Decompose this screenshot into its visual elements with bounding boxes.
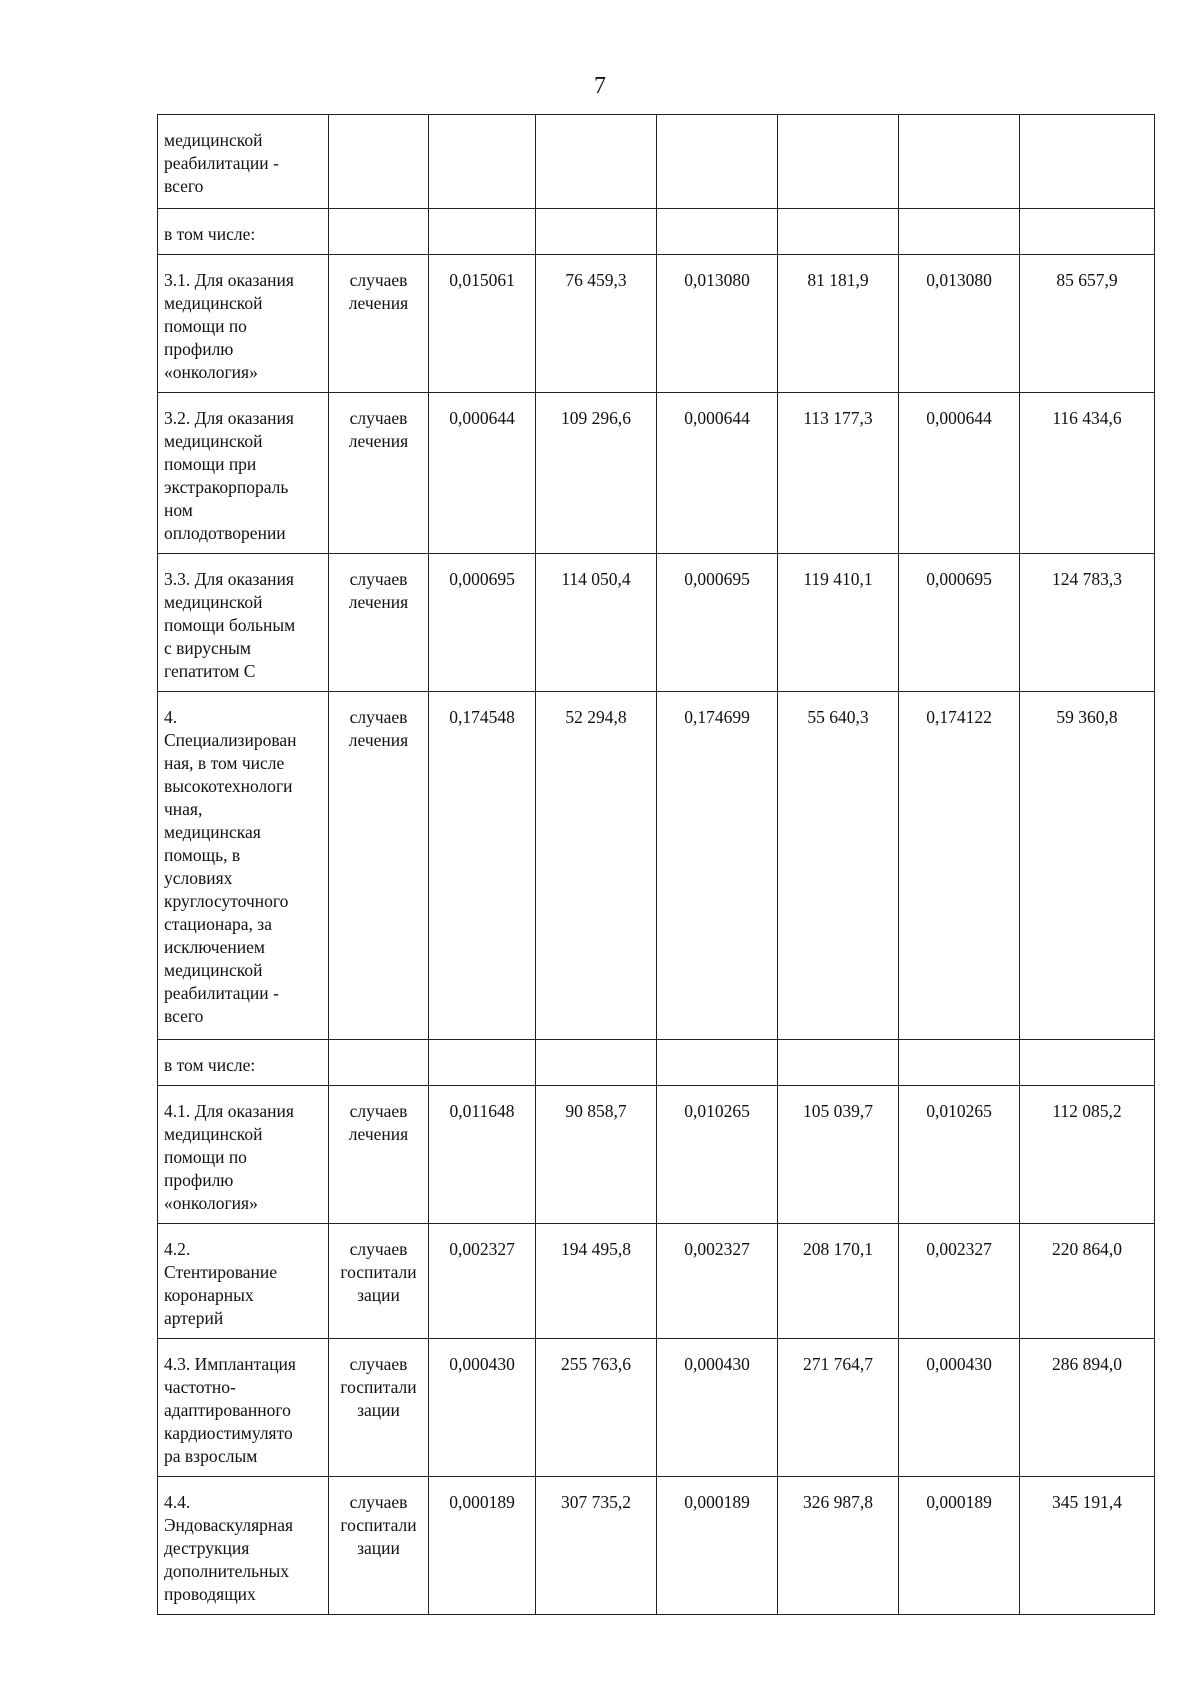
value-cell (536, 554, 657, 692)
value-cell (1020, 1339, 1155, 1477)
value-text: 0,000644 (684, 408, 750, 428)
value-text: 0,010265 (926, 1101, 992, 1121)
row-name: 4. Специализирован ная, в том числе высокотехнологи чная, медицинская помощь, в условиях круглосуточного стационара, за исключением медицинской реабилитации - всего (164, 707, 297, 1026)
row-name-cell (158, 554, 329, 692)
unit-text: случаев госпитали зации (340, 1239, 417, 1305)
value-cell (899, 1224, 1020, 1339)
value-cell (429, 209, 536, 255)
table-row (158, 692, 1155, 1040)
row-name-cell (158, 1040, 329, 1086)
value-cell (899, 554, 1020, 692)
value-cell (899, 1086, 1020, 1224)
page-number: 7 (594, 73, 606, 99)
row-name: медицинской реабилитации - всего (164, 130, 279, 196)
value-text: 0,013080 (684, 270, 750, 290)
value-text: 113 177,3 (803, 408, 873, 428)
table-row (158, 1224, 1155, 1339)
table-row (158, 115, 1155, 209)
row-name-cell (158, 692, 329, 1040)
value-cell (657, 255, 778, 393)
table-row (158, 1040, 1155, 1086)
unit-cell (329, 1477, 429, 1615)
value-cell (778, 115, 899, 209)
value-text: 81 181,9 (807, 270, 869, 290)
value-cell (1020, 393, 1155, 554)
value-cell (536, 393, 657, 554)
value-text: 76 459,3 (565, 270, 627, 290)
value-cell (778, 1477, 899, 1615)
unit-text: случаев лечения (348, 569, 409, 612)
value-cell (429, 1224, 536, 1339)
value-cell (429, 393, 536, 554)
value-text: 0,000189 (684, 1492, 750, 1512)
row-name: 4.1. Для оказания медицинской помощи по профилю «онкология» (164, 1101, 294, 1213)
value-text: 0,000189 (926, 1492, 992, 1512)
value-cell (536, 255, 657, 393)
value-text: 109 296,6 (561, 408, 631, 428)
value-text: 0,174122 (926, 707, 992, 727)
value-cell (778, 1224, 899, 1339)
row-name-cell (158, 1339, 329, 1477)
value-text: 105 039,7 (803, 1101, 873, 1121)
value-text: 0,000430 (449, 1354, 515, 1374)
value-cell (899, 1477, 1020, 1615)
value-text: 0,000644 (926, 408, 992, 428)
unit-text: случаев госпитали зации (340, 1354, 417, 1420)
value-text: 255 763,6 (561, 1354, 631, 1374)
unit-text: случаев лечения (348, 270, 409, 313)
row-name-cell (158, 255, 329, 393)
unit-cell (329, 1086, 429, 1224)
unit-text: случаев лечения (348, 1101, 409, 1144)
value-cell (429, 1339, 536, 1477)
value-text: 0,000430 (926, 1354, 992, 1374)
value-text: 116 434,6 (1052, 408, 1122, 428)
unit-cell (329, 692, 429, 1040)
value-cell (429, 554, 536, 692)
row-name: 4.4. Эндоваскулярная деструкция дополнительных проводящих (164, 1492, 294, 1604)
value-cell (657, 209, 778, 255)
value-cell (1020, 255, 1155, 393)
value-cell (536, 1477, 657, 1615)
unit-text: случаев лечения (348, 707, 409, 750)
row-name: 3.1. Для оказания медицинской помощи по профилю «онкология» (164, 270, 294, 382)
table-row (158, 209, 1155, 255)
value-text: 307 735,2 (561, 1492, 631, 1512)
value-text: 0,010265 (684, 1101, 750, 1121)
tariff-table (157, 114, 1155, 1615)
value-text: 124 783,3 (1052, 569, 1122, 589)
value-cell (657, 692, 778, 1040)
value-cell (657, 1477, 778, 1615)
value-text: 326 987,8 (803, 1492, 873, 1512)
value-text: 119 410,1 (803, 569, 873, 589)
row-name: 4.2. Стентирование коронарных артерий (164, 1239, 278, 1328)
value-cell (899, 209, 1020, 255)
value-cell (536, 209, 657, 255)
table-row (158, 1477, 1155, 1615)
value-text: 0,000695 (926, 569, 992, 589)
value-cell (899, 1339, 1020, 1477)
value-cell (778, 1339, 899, 1477)
value-text: 55 640,3 (807, 707, 869, 727)
value-text: 0,015061 (449, 270, 515, 290)
unit-cell (329, 1040, 429, 1086)
value-cell (657, 554, 778, 692)
value-text: 0,174548 (449, 707, 515, 727)
value-text: 286 894,0 (1052, 1354, 1122, 1374)
value-cell (778, 209, 899, 255)
value-text: 220 864,0 (1052, 1239, 1122, 1259)
value-cell (429, 115, 536, 209)
value-cell (429, 1086, 536, 1224)
value-cell (899, 115, 1020, 209)
value-text: 0,000695 (684, 569, 750, 589)
value-text: 208 170,1 (803, 1239, 873, 1259)
value-cell (657, 1040, 778, 1086)
value-text: 0,000644 (449, 408, 515, 428)
value-cell (536, 1086, 657, 1224)
value-cell (1020, 1040, 1155, 1086)
value-cell (429, 1040, 536, 1086)
row-name: 4.3. Имплантация частотно- адаптированного кардиостимулято ра взрослым (164, 1354, 296, 1466)
value-cell (1020, 692, 1155, 1040)
value-text: 0,000695 (449, 569, 515, 589)
value-cell (1020, 1224, 1155, 1339)
value-text: 271 764,7 (803, 1354, 873, 1374)
row-name-cell (158, 115, 329, 209)
value-text: 0,000430 (684, 1354, 750, 1374)
value-text: 0,002327 (449, 1239, 515, 1259)
value-cell (536, 115, 657, 209)
value-cell (899, 255, 1020, 393)
value-cell (657, 115, 778, 209)
value-cell (778, 1086, 899, 1224)
row-name: в том числе: (164, 1055, 256, 1075)
row-name: в том числе: (164, 224, 256, 244)
value-text: 59 360,8 (1056, 707, 1118, 727)
value-text: 0,013080 (926, 270, 992, 290)
value-cell (899, 1040, 1020, 1086)
value-cell (536, 1224, 657, 1339)
value-cell (778, 554, 899, 692)
row-name: 3.3. Для оказания медицинской помощи больным с вирусным гепатитом С (164, 569, 296, 681)
row-name-cell (158, 209, 329, 255)
value-text: 90 858,7 (565, 1101, 627, 1121)
row-name-cell (158, 1477, 329, 1615)
value-text: 0,174699 (684, 707, 750, 727)
value-cell (1020, 554, 1155, 692)
value-cell (778, 1040, 899, 1086)
value-text: 112 085,2 (1052, 1101, 1122, 1121)
value-cell (1020, 115, 1155, 209)
value-cell (657, 393, 778, 554)
value-cell (778, 692, 899, 1040)
value-cell (899, 692, 1020, 1040)
value-text: 114 050,4 (561, 569, 631, 589)
row-name: 3.2. Для оказания медицинской помощи при экстракорпораль ном оплодотворении (164, 408, 294, 543)
value-text: 345 191,4 (1052, 1492, 1122, 1512)
value-text: 52 294,8 (565, 707, 627, 727)
value-cell (429, 255, 536, 393)
unit-cell (329, 393, 429, 554)
value-cell (1020, 1086, 1155, 1224)
value-cell (1020, 209, 1155, 255)
value-cell (778, 393, 899, 554)
value-cell (657, 1224, 778, 1339)
unit-cell (329, 1339, 429, 1477)
value-cell (657, 1339, 778, 1477)
value-text: 0,002327 (926, 1239, 992, 1259)
row-name-cell (158, 1086, 329, 1224)
value-text: 194 495,8 (561, 1239, 631, 1259)
unit-cell (329, 554, 429, 692)
value-text: 0,002327 (684, 1239, 750, 1259)
unit-text: случаев госпитали зации (340, 1492, 417, 1558)
value-text: 0,011648 (449, 1101, 515, 1121)
value-cell (899, 393, 1020, 554)
row-name-cell (158, 393, 329, 554)
value-cell (1020, 1477, 1155, 1615)
table-row (158, 554, 1155, 692)
value-cell (657, 1086, 778, 1224)
value-text: 0,000189 (449, 1492, 515, 1512)
table-row (158, 255, 1155, 393)
unit-cell (329, 1224, 429, 1339)
unit-cell (329, 209, 429, 255)
unit-text: случаев лечения (348, 408, 409, 451)
unit-cell (329, 115, 429, 209)
row-name-cell (158, 1224, 329, 1339)
value-cell (536, 1339, 657, 1477)
value-text: 85 657,9 (1056, 270, 1118, 290)
table-row (158, 393, 1155, 554)
value-cell (536, 692, 657, 1040)
table-row (158, 1339, 1155, 1477)
value-cell (429, 692, 536, 1040)
value-cell (778, 255, 899, 393)
value-cell (536, 1040, 657, 1086)
value-cell (429, 1477, 536, 1615)
table-row (158, 1086, 1155, 1224)
unit-cell (329, 255, 429, 393)
